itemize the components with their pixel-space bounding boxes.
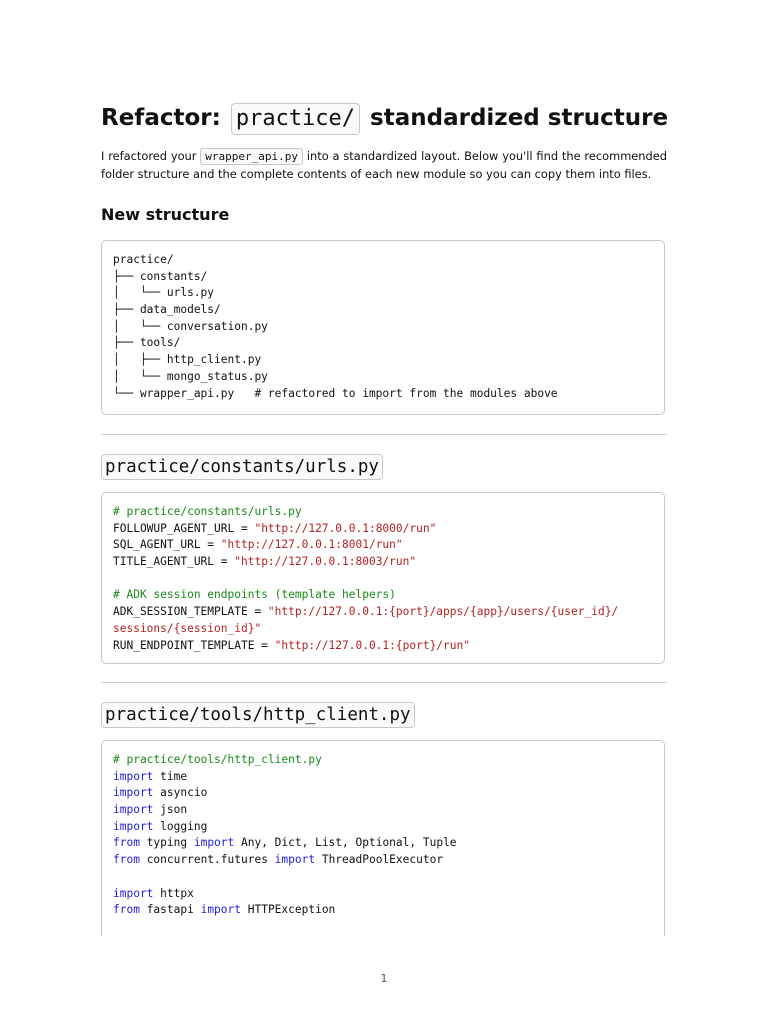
urls-file-heading: practice/constants/urls.py (101, 454, 383, 480)
intro-text-after: into a standardized layout. Below you'll find the recommended folder structure and the complete contents of each new module so you can copy them into files. (101, 149, 667, 181)
code-token-plain: SQL_AGENT_URL = (113, 538, 221, 552)
code-line (113, 802, 653, 819)
code-token-plain: httpx (153, 886, 194, 900)
code-token-plain: json (153, 803, 188, 817)
code-line (113, 521, 653, 538)
section-divider (101, 434, 667, 435)
code-token-plain: FOLLOWUP_AGENT_URL = (113, 521, 255, 535)
code-line (113, 621, 653, 638)
code-token-keyword: import (274, 853, 316, 867)
code-token-plain: TITLE_AGENT_URL = (113, 555, 235, 569)
code-token-plain: Any, Dict, List, Optional, Tuple (234, 836, 457, 850)
http-client-code-block (101, 740, 665, 936)
code-token-plain: typing (139, 836, 194, 850)
code-token-string: "http://127.0.0.1:8003/run" (234, 555, 417, 569)
title-inline-code: practice/ (231, 103, 360, 135)
code-token-keyword: from (113, 903, 140, 917)
code-token-plain: logging (153, 819, 208, 833)
code-token-keyword: import (200, 903, 241, 917)
code-token-plain: time (153, 769, 188, 783)
code-token-plain: RUN_ENDPOINT_TEMPLATE = (113, 638, 275, 652)
code-line: │ ├── http_client.py (113, 353, 262, 367)
title-prefix: Refactor: (101, 105, 229, 131)
code-line: ├── tools/ (113, 336, 181, 350)
code-token-keyword: import (113, 819, 154, 833)
intro-inline-code: wrapper_api.py (200, 148, 303, 165)
code-token-string: sessions/{session_id}" (113, 621, 262, 635)
code-line: │ └── conversation.py (113, 319, 268, 333)
code-token-comment: # ADK session endpoints (template helpers) (113, 588, 396, 602)
code-token-plain: HTTPException (241, 903, 336, 917)
code-line (113, 769, 653, 786)
code-line (113, 604, 653, 621)
title-suffix: standardized structure (362, 105, 669, 131)
code-token-string: "http://127.0.0.1:{port}/run" (274, 638, 470, 652)
code-token-keyword: import (113, 886, 154, 900)
intro-text-before: I refactored your (101, 149, 201, 163)
urls-code (102, 493, 664, 654)
code-token-comment: # practice/tools/http_client.py (113, 753, 322, 766)
code-line (113, 902, 653, 919)
code-token-plain: asyncio (153, 786, 208, 800)
code-token-plain: concurrent.futures (139, 853, 275, 867)
code-token-string: "http://127.0.0.1:8000/run" (254, 521, 437, 535)
tree-code-block (101, 240, 665, 415)
code-token-keyword: import (113, 786, 154, 800)
code-line: ├── constants/ (113, 269, 208, 283)
code-line (113, 886, 653, 903)
code-token-plain: ThreadPoolExecutor (315, 853, 444, 867)
code-line (113, 638, 653, 655)
intro-paragraph (101, 148, 667, 183)
code-line: practice/ (113, 253, 174, 266)
code-line: └── wrapper_api.py # refactored to import from the modules above (113, 386, 558, 400)
code-line (113, 752, 653, 769)
page-number: 1 (380, 972, 388, 985)
code-line: │ └── mongo_status.py (113, 369, 268, 383)
code-line (113, 504, 653, 521)
code-line: │ └── urls.py (113, 286, 215, 300)
code-line (113, 537, 653, 554)
urls-code-block (101, 492, 665, 664)
http-client-file-heading: practice/tools/http_client.py (101, 702, 415, 728)
code-token-string: "http://127.0.0.1:{port}/apps/{app}/users/{user_id}/ (267, 605, 619, 619)
code-line (113, 587, 653, 604)
code-line (113, 819, 653, 836)
code-line (113, 852, 653, 869)
code-token-comment: # practice/constants/urls.py (113, 505, 302, 518)
code-line (113, 869, 653, 886)
http-client-code (102, 741, 664, 919)
code-token-keyword: import (193, 836, 235, 850)
code-token-keyword: from (113, 853, 140, 867)
tree-code (102, 241, 664, 402)
code-token-string: "http://127.0.0.1:8001/run" (220, 538, 403, 552)
code-token-keyword: import (113, 769, 154, 783)
code-token-plain: ADK_SESSION_TEMPLATE = (113, 605, 268, 619)
code-token-plain: fastapi (139, 903, 201, 917)
code-line (113, 554, 653, 571)
section-divider (101, 682, 667, 683)
code-line (113, 835, 653, 852)
page-title (101, 100, 668, 136)
code-line: ├── data_models/ (113, 303, 221, 317)
code-token-keyword: import (113, 803, 154, 817)
code-line (113, 785, 653, 802)
section-heading-new-structure: New structure (101, 205, 230, 224)
code-token-keyword: from (113, 836, 140, 850)
code-line (113, 571, 653, 588)
